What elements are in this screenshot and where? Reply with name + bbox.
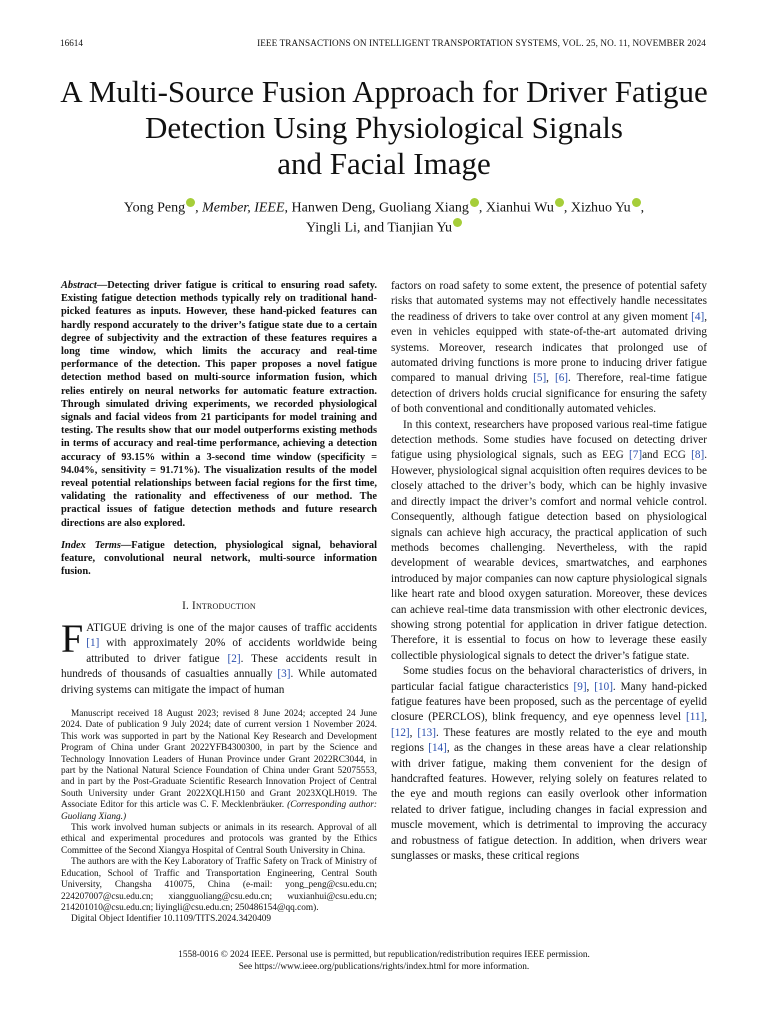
citation-link[interactable]: [3] [277, 668, 291, 681]
text: . Therefore, real-time fatigue detection of drivers holds crucial significance for ensuring the safety of both conventional and conditionally automated vehicles. [391, 372, 707, 416]
orcid-icon[interactable] [470, 198, 479, 207]
citation-link[interactable]: [12] [391, 726, 410, 739]
copyright-line: 1558-0016 © 2024 IEEE. Personal use is permitted, but republication/redistribution requires IEEE permission. [178, 950, 590, 960]
intro-text-d: . While automated driving systems can mitigate the impact of human [61, 668, 377, 696]
citation-link[interactable]: [4] [691, 310, 705, 323]
body-paragraph [391, 279, 707, 418]
text: , [546, 372, 555, 385]
footnote-ethics: This work involved human subjects or animals in its research. Approval of all ethical and experimental procedures and protocols was granted by the Ethics Committee of the Second Xiangya Hospital of Central South University in China. [61, 823, 377, 856]
orcid-icon[interactable] [632, 198, 641, 207]
body-paragraph [391, 664, 707, 864]
paper-title [40, 74, 728, 182]
text: , as the changes in these areas have a clear relationship with driver fatigue, making them convenient for the design of handcrafted features. However, relying solely on features related to the eye and mouth regions can easily overlook other information related to driver fatigue, including changes in facial expression and muscle movement, which is detrimental to improving the accuracy and robustness of fatigue detection. In addition, when drivers wear sunglasses or masks, these critical regions [391, 742, 707, 863]
citation-link[interactable]: [7] [629, 449, 643, 462]
footnote-affiliation: The authors are with the Key Laboratory of Traffic Safety on Track of Ministry of Education, School of Traffic and Transportation Engineering, Central South University, Changsha 410075, China (e-mail: yong_peng@csu.edu.cn; 224207007@csu.edu.cn; xiangguoliang@csu.edu.cn; wuxianhui@csu.edu.cn; 214201010@csu.edu.cn; liyingli@csu.edu.cn; 250486154@qq.com). [61, 857, 377, 913]
text: , [409, 726, 418, 739]
page-number: 16614 [60, 38, 83, 48]
citation-link[interactable]: [1] [86, 637, 100, 650]
text: and ECG [642, 449, 692, 462]
right-column [391, 279, 707, 864]
index-terms: Index Terms—Fatigue detection, physiological signal, behavioral feature, convolutional neural network, multi-source information fusion. [61, 539, 377, 578]
author-list: Yong Peng , Member, IEEE, Hanwen Deng, Guoliang Xiang , Xianhui Wu , Xizhuo Yu , Yingli Li, and Tianjian Yu [40, 197, 728, 236]
title-line-2: Detection Using Physiological Signals [145, 110, 623, 145]
citation-link[interactable]: [11] [685, 711, 705, 724]
section-number: I. [182, 600, 190, 613]
text: . However, physiological signal acquisition often requires devices to be closely attached to the driver’s body, which can be highly invasive and directly impact the driver’s comfort and normal vehicle control. Consequently, although fatigue detection based on physiological signals can achieve high accuracy, the practical application of such methods becomes challenging. Nevertheless, with the rapid development of wearable devices, smartwatches, and earphones introduced by major companies can now capture physiological signals like heart rate and blood oxygen saturation. Moreover, these devices can achieve real-time data transmission with other electronic devices, showing strong potential for application in driver fatigue detection. Therefore, it is essential to focus on how to leverage these easily collectible physiological signals to detect the driver’s fatigue state. [391, 449, 708, 662]
intro-paragraph [61, 615, 377, 698]
citation-link[interactable]: [13] [417, 726, 436, 739]
citation-link[interactable]: [8] [691, 449, 705, 462]
intro-text-b: with approximately 20% of accidents worldwide being attributed to driver fatigue [86, 637, 377, 665]
orcid-icon[interactable] [186, 198, 195, 207]
author-2: Hanwen Deng [291, 200, 372, 216]
section-title: Introduction [192, 600, 256, 613]
body-paragraph [391, 418, 707, 665]
citation-link[interactable]: [10] [594, 680, 613, 693]
author-4: Xianhui Wu [485, 200, 554, 216]
orcid-icon[interactable] [555, 198, 564, 207]
footnote-doi: Digital Object Identifier 10.1109/TITS.2024.3420409 [71, 914, 272, 925]
text: Some studies focus on the behavioral characteristics of drivers, in particular facial fatigue characteristics [391, 665, 707, 693]
text: . These features are mostly related to the eye and mouth regions [391, 726, 708, 755]
journal-header: IEEE TRANSACTIONS ON INTELLIGENT TRANSPORTATION SYSTEMS, VOL. 25, NO. 11, NOVEMBER 2024 [257, 38, 706, 48]
text: In this context, researchers have proposed various real-time fatigue detection methods. Some studies have focused on detecting driver fatigue using physiological signals, such as EEG [391, 418, 707, 462]
citation-link[interactable]: [14] [428, 742, 447, 755]
intro-text-a: ATIGUE driving is one of the major causes of traffic accidents [86, 621, 377, 634]
text: , [704, 711, 707, 724]
index-terms-text: Fatigue detection, physiological signal, behavioral feature, convolutional neural network, multi-source information fusion. [61, 539, 377, 578]
footnote-manuscript-text: Manuscript received 18 August 2023; revised 8 June 2024; accepted 24 June 2024. Date of publication 9 July 2024; date of current version 1 November 2024. This work was supported in part by the National Key Research and Development Program of China under Grant 2022YFB4300300, in part by the Science and Technology Innovation Leaders of Hunan Province under Grant 2022RC3044, in part by the National Natural Science Foundation of China under Grant 52075553, and in part by the Post-Graduate Scientific Research Innovation Project of Central South University under Grant 2022XQLH150 and Grant 2023XQLH019. The Associate Editor for this article was C. F. Mecklenbräuker. [61, 709, 377, 811]
citation-link[interactable]: [6] [554, 372, 569, 385]
rights-line: See https://www.ieee.org/publications/rights/index.html for more information. [238, 962, 530, 972]
footnote [61, 709, 377, 926]
citation-link[interactable]: [2] [227, 652, 241, 665]
footnote-manuscript [61, 709, 377, 823]
running-header [60, 38, 706, 50]
copyright-footer [0, 949, 768, 973]
citation-link[interactable]: [9] [573, 680, 587, 693]
author-6: Yingli Li [305, 220, 357, 236]
drop-cap: F [61, 615, 84, 661]
orcid-icon[interactable] [453, 218, 462, 227]
index-terms-label: Index Terms [61, 539, 121, 551]
intro-text-c: . These accidents result in hundreds of thousands of casualties annually [61, 652, 377, 681]
citation-link[interactable]: [5] [533, 372, 547, 385]
abstract-label: Abstract [61, 280, 97, 291]
left-column [61, 279, 377, 698]
text: , [586, 680, 595, 693]
title-line-3: and Facial Image [277, 146, 491, 181]
text: factors on road safety to some extent, the presence of potential safety risks that automated systems may not effectively handle necessitates the readiness of drivers to take over control at any given moment [391, 280, 707, 323]
text: . Many hand-picked fatigue features have been proposed, such as the percentage of eyelid closure (PERCLOS), blink frequency, and eye openness level [391, 680, 707, 724]
author-5: Xizhuo Yu [570, 200, 631, 216]
section-heading [61, 599, 377, 614]
corresponding-author: (Corresponding author: Guoliang Xiang.) [61, 800, 378, 822]
author-1: Yong Peng [123, 200, 186, 216]
author-1-role: Member, IEEE [202, 200, 285, 216]
text: , even in vehicles equipped with state-of-the-art automated driving systems. Moreover, research indicates that prolonged use of automated driving functions is more prone to inducing driver fatigue compared to manual driving [391, 310, 707, 385]
author-3: Guoliang Xiang [379, 200, 469, 216]
author-7: Tianjian Yu [387, 220, 453, 236]
abstract-text: Detecting driver fatigue is critical to ensuring road safety. Existing fatigue detection methods typically rely on traditional hand-picked features as inputs. However, these hand-picked features can hardly respond accurately to the driver’s fatigue state due to a certain degree of subjectivity and the extraction of these features requires a long time window, which limits the accuracy and real-time performance of the detection. This paper proposes a novel fatigue detection method based on multi-source information fusion, which relies entirely on neural networks for automatic feature extraction. Through simulated driving experiments, we recorded physiological signals and facial videos from 21 participants for model training and testing. The results show that our model outperforms existing methods in terms of accuracy and real-time performance, achieving a detection accuracy of 93.15% within a 3-second time window (specificity = 94.04%, sensitivity = 91.71%). The visualization results of the model reveal potential relationships between facial regions for the first time, validating the rationality and effectiveness of our method. The practical issues of fatigue detection methods and future research directions are also explored. [61, 280, 377, 529]
abstract: Abstract—Detecting driver fatigue is critical to ensuring road safety. Existing fatigue detection methods typically rely on traditional hand-picked features as inputs. However, these hand-picked features can hardly respond accurately to the driver’s fatigue state due to a certain degree of subjectivity and the extraction of these features requires a long time window, which limits the accuracy and real-time performance of the detection. This paper proposes a novel fatigue detection method based on multi-source information fusion, which relies entirely on neural networks for automatic feature extraction. Through simulated driving experiments, we recorded physiological signals and facial videos from 21 participants for model training and testing. The results show that our model outperforms existing methods in terms of accuracy and real-time performance, achieving a detection accuracy of 93.15% within a 3-second time window (specificity = 94.04%, sensitivity = 91.71%). The visualization results of the model reveal potential relationships between facial regions for the first time, validating the rationality and effectiveness of our method. The practical issues of fatigue detection methods and future research directions are also explored. [61, 280, 377, 529]
title-line-1: A Multi-Source Fusion Approach for Driver Fatigue [60, 74, 708, 109]
